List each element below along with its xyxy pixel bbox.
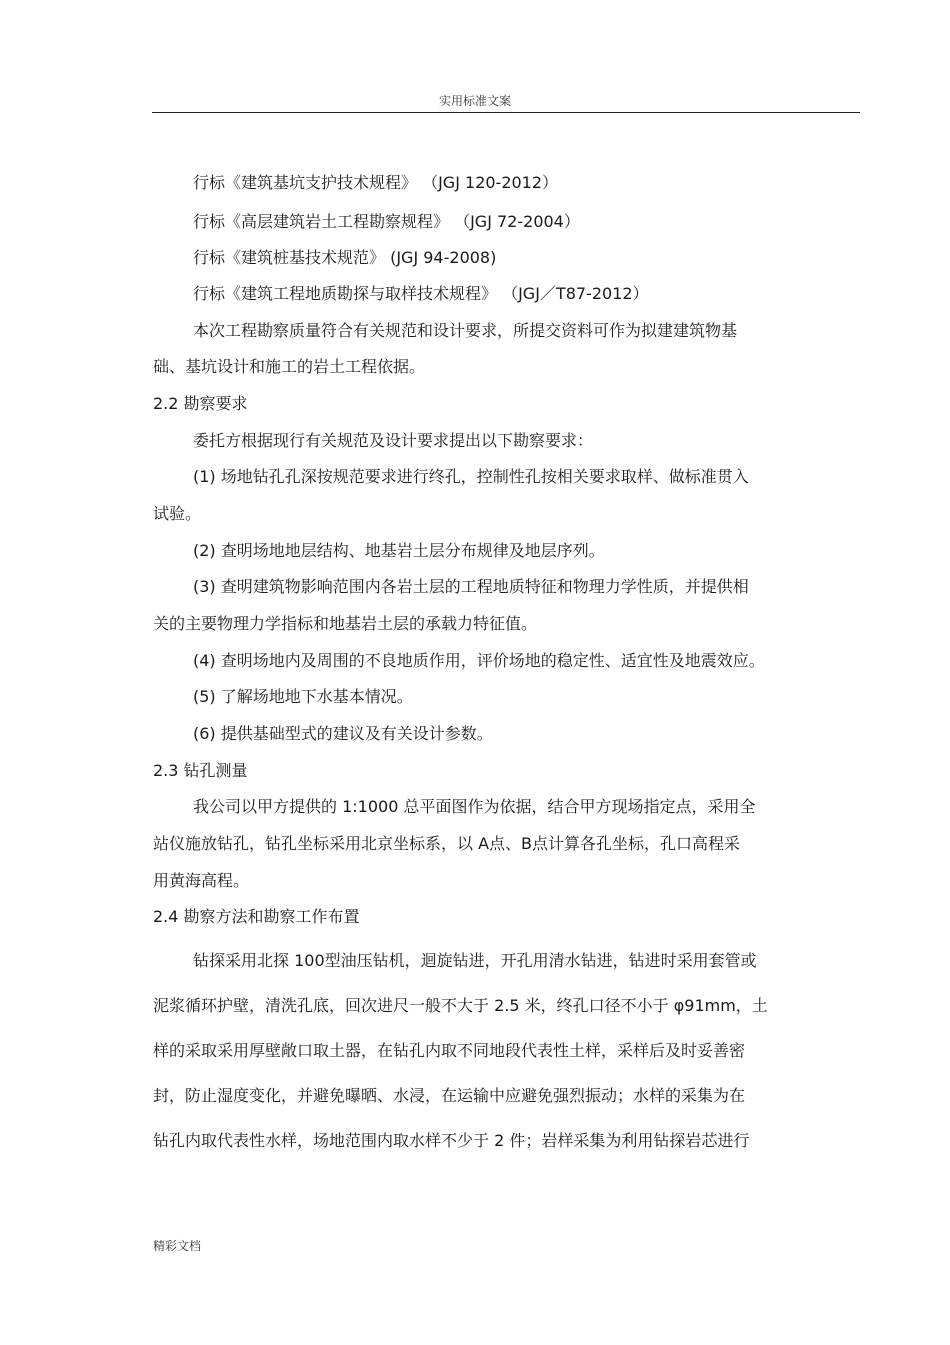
paragraph-line: 钻探采用北探 100型油压钻机，迴旋钻进，开孔用清水钻进，钻进时采用套管或 — [193, 951, 757, 970]
page-footer: 精彩文档 — [153, 1239, 202, 1253]
paragraph-line: 样的采取采用厚壁敞口取土器，在钻孔内取不同地段代表性土样，采样后及时妥善密 — [153, 1041, 746, 1060]
standard-item: 行标《建筑基坑支护技术规程》 （JGJ 120-2012） — [193, 173, 559, 192]
list-item: (4) 查明场地内及周围的不良地质作用，评价场地的稳定性、适宜性及地震效应。 — [193, 651, 765, 670]
paragraph-line: 础、基坑设计和施工的岩土工程依据。 — [153, 357, 426, 376]
paragraph-line: 用黄海高程。 — [153, 871, 250, 890]
paragraph-line: 站仪施放钻孔，钻孔坐标采用北京坐标系，以 A点、B点计算各孔坐标，孔口高程采 — [153, 834, 741, 853]
standard-item: 行标《建筑工程地质勘探与取样技术规程》 （JGJ／T87-2012） — [193, 284, 649, 303]
list-item: (6) 提供基础型式的建议及有关设计参数。 — [193, 724, 493, 743]
header-divider — [152, 112, 860, 113]
standard-item: 行标《高层建筑岩土工程勘察规程》 （JGJ 72-2004） — [193, 212, 580, 231]
paragraph-line: 钻孔内取代表性水样，场地范围内取水样不少于 2 件；岩样采集为利用钻探岩芯进行 — [153, 1131, 750, 1150]
list-item: (5) 了解场地地下水基本情况。 — [193, 687, 413, 706]
paragraph-line: 封，防止湿度变化，并避免曝晒、水浸，在运输中应避免强烈振动；水样的采集为在 — [153, 1086, 746, 1105]
section-heading: 2.4 勘察方法和勘察工作布置 — [153, 907, 360, 926]
section-heading: 2.2 勘察要求 — [153, 394, 248, 413]
paragraph-line: 我公司以甲方提供的 1:1000 总平面图作为依据，结合甲方现场指定点，采用全 — [193, 797, 756, 816]
list-item-continuation: 关的主要物理力学指标和地基岩土层的承载力特征值。 — [153, 614, 538, 633]
list-item: (2) 查明场地地层结构、地基岩土层分布规律及地层序列。 — [193, 541, 605, 560]
list-item: (3) 查明建筑物影响范围内各岩土层的工程地质特征和物理力学性质，并提供相 — [193, 577, 749, 596]
paragraph-line: 泥浆循环护壁，清洗孔底，回次进尺一般不大于 2.5 米，终孔口径不小于 φ91mm，土 — [153, 996, 768, 1015]
paragraph-line: 委托方根据现行有关规范及设计要求提出以下勘察要求： — [193, 431, 594, 450]
list-item-continuation: 试验。 — [153, 504, 202, 523]
page-header: 实用标准文案 — [438, 94, 511, 108]
list-item: (1) 场地钻孔孔深按规范要求进行终孔，控制性孔按相关要求取样、做标准贯入 — [193, 467, 749, 486]
section-heading: 2.3 钻孔测量 — [153, 761, 248, 780]
paragraph-line: 本次工程勘察质量符合有关规范和设计要求，所提交资料可作为拟建建筑物基 — [193, 321, 738, 340]
standard-item: 行标《建筑桩基技术规范》 (JGJ 94-2008) — [193, 248, 497, 267]
